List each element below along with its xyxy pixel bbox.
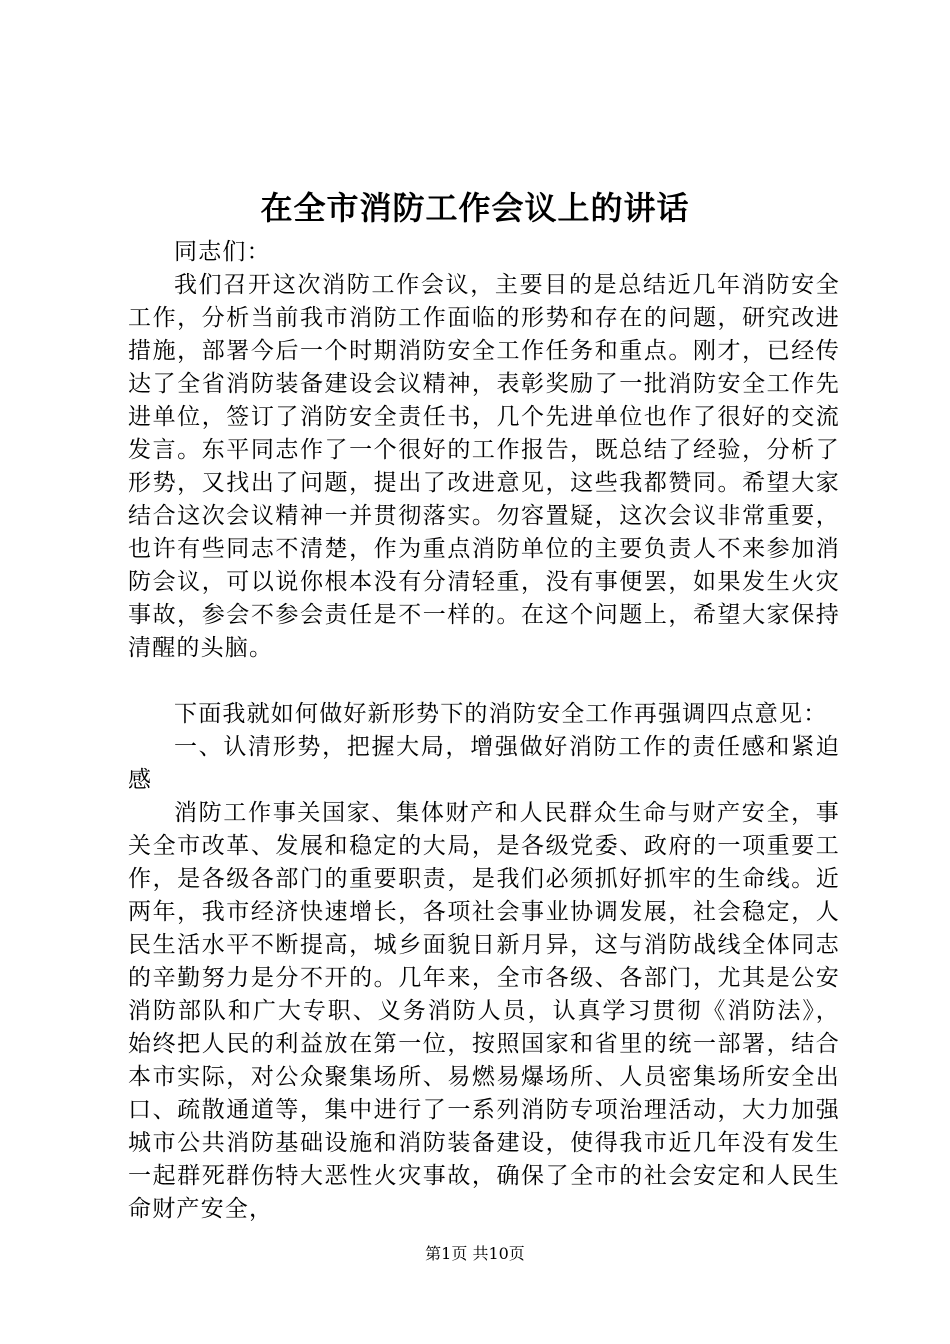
section-heading-1: 一、认清形势，把握大局，增强做好消防工作的责任感和紧迫感 [128, 734, 840, 793]
paragraph-transition: 下面我就如何做好新形势下的消防安全工作再强调四点意见： [174, 701, 828, 727]
salutation: 同志们： [174, 239, 271, 265]
page-number-footer: 第1页 共10页 [425, 1244, 525, 1263]
document-body [128, 236, 840, 1226]
paragraph-intro: 我们召开这次消防工作会议，主要目的是总结近几年消防安全工作，分析当前我市消防工作面临的形势和存在的问题，研究改进措施，部署今后一个时期消防安全工作任务和重点。刚才，已经传达了全省消防装备建设会议精神，表彰奖励了一批消防安全工作先进单位，签订了消防安全责任书，几个先进单位也作了很好的交流发言。东平同志作了一个很好的工作报告，既总结了经验，分析了形势，又找出了问题，提出了改进意见，这些我都赞同。希望大家结合这次会议精神一并贯彻落实。勿容置疑，这次会议非常重要，也许有些同志不清楚，作为重点消防单位的主要负责人不来参加消防会议，可以说你根本没有分清轻重，没有事便罢，如果发生火灾事故，参会不参会责任是不一样的。在这个问题上，希望大家保持清醒的头脑。 [128, 272, 840, 661]
document-title: 在全市消防工作会议上的讲话 [260, 189, 690, 227]
paragraph-section-1: 消防工作事关国家、集体财产和人民群众生命与财产安全，事关全市改革、发展和稳定的大局，是各级党委、政府的一项重要工作，是各级各部门的重要职责，是我们必须抓好抓牢的生命线。近两年，我市经济快速增长，各项社会事业协调发展，社会稳定，人民生活水平不断提高，城乡面貌日新月异，这与消防战线全体同志的辛勤努力是分不开的。几年来，全市各级、各部门，尤其是公安消防部队和广大专职、义务消防人员，认真学习贯彻《消防法》，始终把人民的利益放在第一位，按照国家和省里的统一部署，结合本市实际，对公众聚集场所、易燃易爆场所、人员密集场所安全出口、疏散通道等，集中进行了一系列消防专项治理活动，大力加强城市公共消防基础设施和消防装备建设，使得我市近几年没有发生一起群死群伤特大恶性火灾事故，确保了全市的社会安定和人民生命财产安全， [128, 800, 840, 1222]
